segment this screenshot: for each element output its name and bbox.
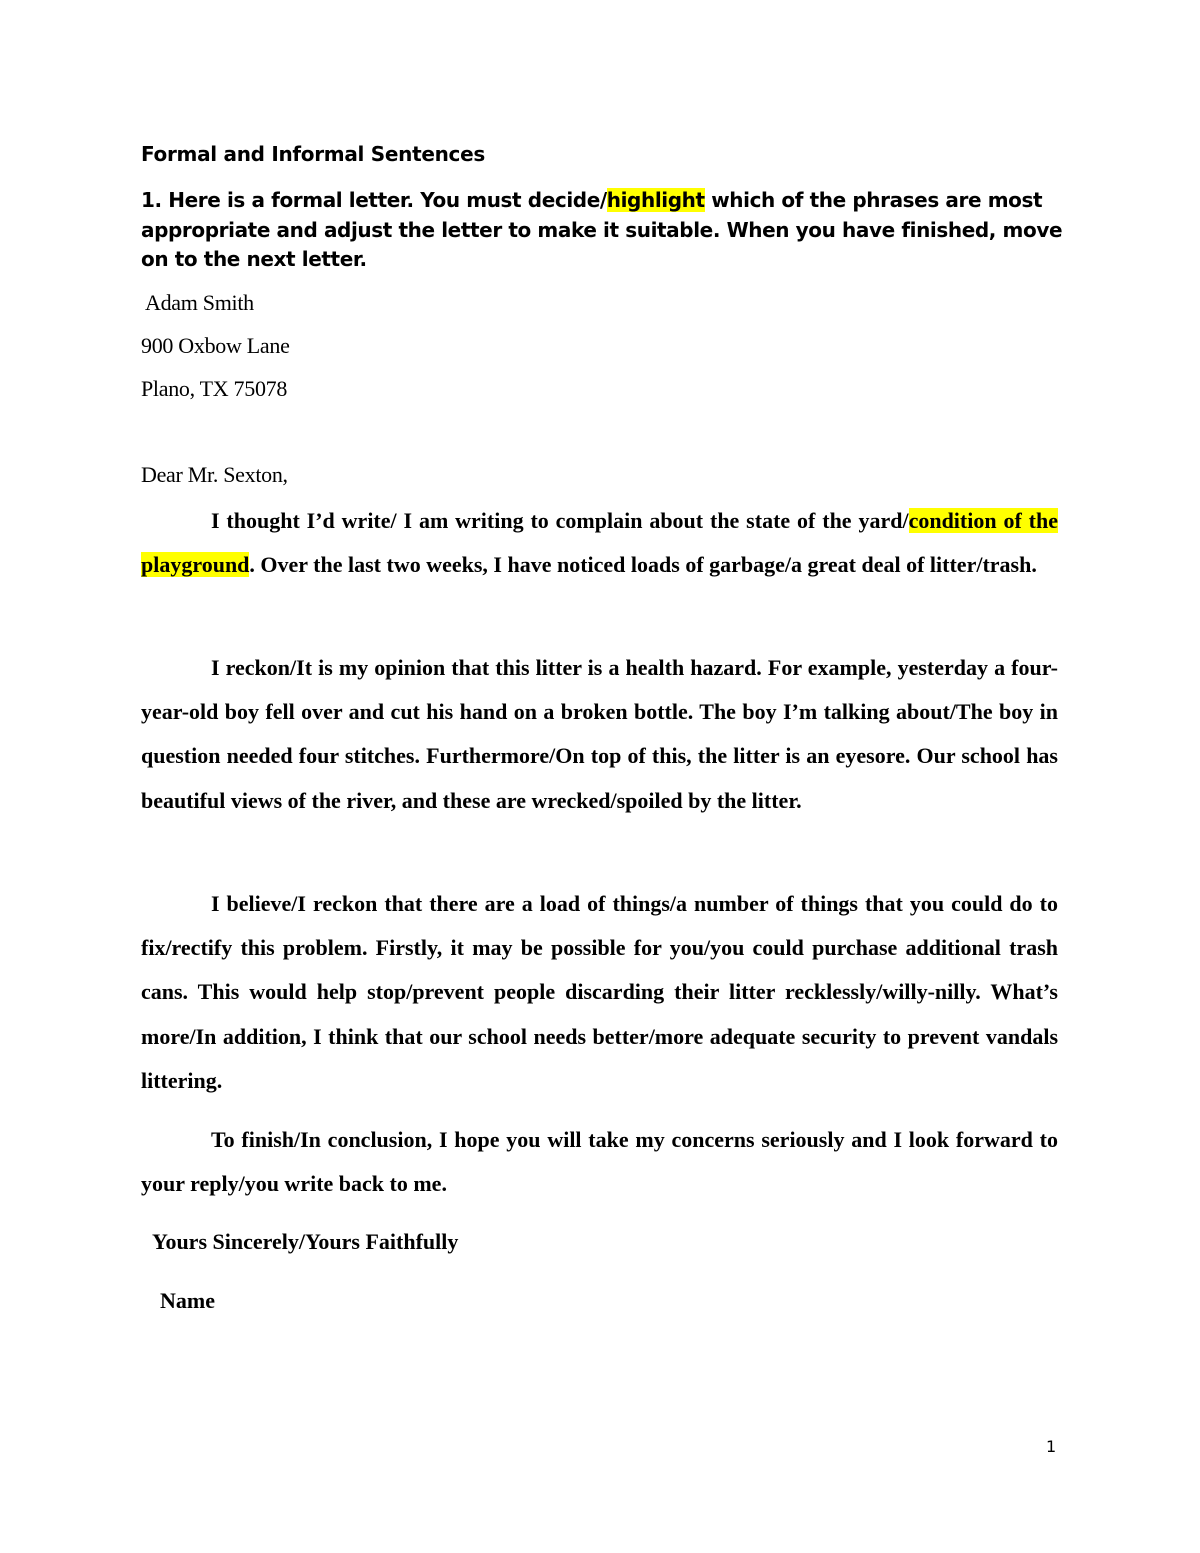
highlighted-word: highlight <box>606 188 705 212</box>
page-number: 1 <box>1046 1437 1057 1456</box>
signature-name: Name <box>160 1288 215 1313</box>
instructions-text-part1: 1. Here is a formal letter. You must decide/ <box>141 188 607 212</box>
letter-paragraph-4: To finish/In conclusion, I hope you will take my concerns seriously and I look forward to your reply/you write back to me. <box>141 1127 1058 1197</box>
letter-paragraph-2: I reckon/It is my opinion that this litter is a health hazard. For example, yesterday a four-year-old boy fell over and cut his hand on a broken bottle. The boy I’m talking about/The boy in question needed four stitches. Furthermore/On top of this, the litter is an eyesore. Our school has beautiful views of the river, and these are wrecked/spoiled by the litter. <box>141 655 1058 813</box>
instructions-text-part2: which of the phrases are most appropriate and adjust the letter to make it suitable. When you have finished, move on to the next letter. <box>141 188 1063 271</box>
sender-street: 900 Oxbow Lane <box>141 333 290 358</box>
letter-closing: Yours Sincerely/Yours Faithfully <box>152 1229 459 1254</box>
letter-paragraph-1 <box>141 499 1058 587</box>
sender-name: Adam Smith <box>145 290 254 315</box>
paragraph-1-part2: . Over the last two weeks, I have noticed loads of garbage/a great deal of litter/trash. <box>249 552 1037 578</box>
letter-paragraph-3: I believe/I reckon that there are a load of things/a number of things that you could do to fix/rectify this problem. Firstly, it may be possible for you/you could purchase additional trash cans. This would help stop/prevent people discarding their litter recklessly/willy-nilly. What’s more/In addition, I think that our school needs better/more adequate security to prevent vandals littering. <box>141 891 1058 1093</box>
salutation: Dear Mr. Sexton, <box>141 462 288 487</box>
sender-city: Plano, TX 75078 <box>141 376 288 401</box>
paragraph-1-part1: I thought I’d write/ I am writing to complain about the state of the yard/ <box>211 508 909 533</box>
highlighted-phrase: condition of the playground <box>141 508 1058 578</box>
document-title: Formal and Informal Sentences <box>141 142 485 166</box>
instructions-paragraph <box>141 186 1066 275</box>
